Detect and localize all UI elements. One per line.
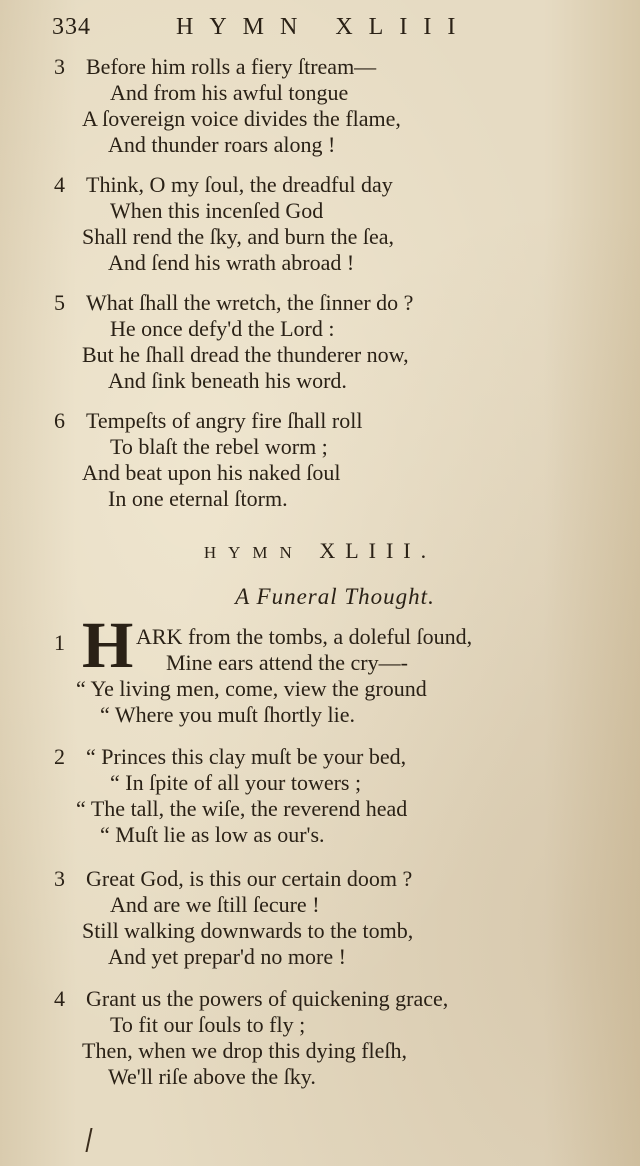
- verse-line: Before him rolls a fiery ſtream—: [86, 54, 377, 79]
- hymn-subtitle: A Funeral Thought.: [235, 584, 435, 609]
- verse-line: And from his awful tongue: [110, 80, 349, 105]
- verse-line: To fit our ſouls to fly ;: [110, 1012, 306, 1037]
- running-title: HYMN XLIII: [176, 14, 472, 40]
- verse-line: What ſhall the wretch, the ſinner do ?: [86, 290, 414, 315]
- stanza-prev-6: [54, 408, 554, 512]
- verse-line: ARK from the tombs, a doleful ſound,: [136, 624, 473, 649]
- stanza-3: [54, 866, 554, 970]
- hymn-heading-number: XLIII.: [319, 538, 437, 563]
- verse-line: Then, when we drop this dying fleſh,: [82, 1038, 408, 1063]
- stanza-number: 3: [54, 54, 65, 79]
- verse-line: In one eternal ſtorm.: [108, 486, 288, 511]
- page-number: 334: [52, 14, 91, 40]
- verse-line: Shall rend the ſky, and burn the ſea,: [82, 224, 394, 249]
- verse-line: “ Muſt lie as low as our's.: [100, 822, 325, 847]
- verse-line: Still walking downwards to the tomb,: [82, 918, 414, 943]
- verse-line: Tempeſts of angry fire ſhall roll: [86, 408, 363, 433]
- stanza-number: 1: [54, 630, 65, 655]
- verse-line: And ſink beneath his word.: [108, 368, 347, 393]
- drop-cap: H: [82, 609, 134, 682]
- verse-line: Mine ears attend the cry—-: [166, 650, 408, 675]
- verse-line: He once defy'd the Lord :: [110, 316, 335, 341]
- verse-line: And beat upon his naked ſoul: [82, 460, 341, 485]
- verse-line: We'll riſe above the ſky.: [108, 1064, 316, 1089]
- verse-line: “ In ſpite of all your towers ;: [110, 770, 362, 795]
- stanza-prev-4: [54, 172, 554, 276]
- stanza-number: 3: [54, 866, 65, 891]
- hymn-heading-word: HYMN: [203, 543, 304, 562]
- stanza-number: 6: [54, 408, 65, 433]
- verse-line: Think, O my ſoul, the dreadful day: [86, 172, 393, 197]
- verse-line: And are we ſtill ſecure !: [110, 892, 320, 917]
- running-head: [52, 14, 522, 48]
- stanza-1: [54, 609, 554, 728]
- stanza-prev-5: [54, 290, 554, 394]
- stanza-number: 5: [54, 290, 65, 315]
- verse-line: A ſovereign voice divides the flame,: [82, 106, 401, 131]
- stanza-4: [54, 986, 554, 1090]
- stanza-number: 2: [54, 744, 65, 769]
- verse-line: And thunder roars along !: [108, 132, 336, 157]
- verse-line: Great God, is this our certain doom ?: [86, 866, 413, 891]
- verse-line: Grant us the powers of quickening grace,: [86, 986, 449, 1011]
- ink-mark: [85, 1128, 98, 1152]
- verse-line: “ The tall, the wiſe, the reverend head: [76, 796, 408, 821]
- verse-line: “ Ye living men, come, view the ground: [76, 676, 427, 701]
- verse-line: When this incenſed God: [110, 198, 324, 223]
- verse-line: But he ſhall dread the thunderer now,: [82, 342, 409, 367]
- stanza-2: [54, 744, 554, 848]
- verse-line: “ Princes this clay muſt be your bed,: [86, 744, 407, 769]
- verse-line: And yet prepar'd no more !: [108, 944, 346, 969]
- stanza-number: 4: [54, 172, 65, 197]
- stanza-prev-3: [54, 54, 554, 158]
- hymn-heading: [0, 538, 640, 564]
- stanza-number: 4: [54, 986, 65, 1011]
- verse-line: And ſend his wrath abroad !: [108, 250, 355, 275]
- verse-line: To blaſt the rebel worm ;: [110, 434, 328, 459]
- verse-line: “ Where you muſt ſhortly lie.: [100, 702, 355, 727]
